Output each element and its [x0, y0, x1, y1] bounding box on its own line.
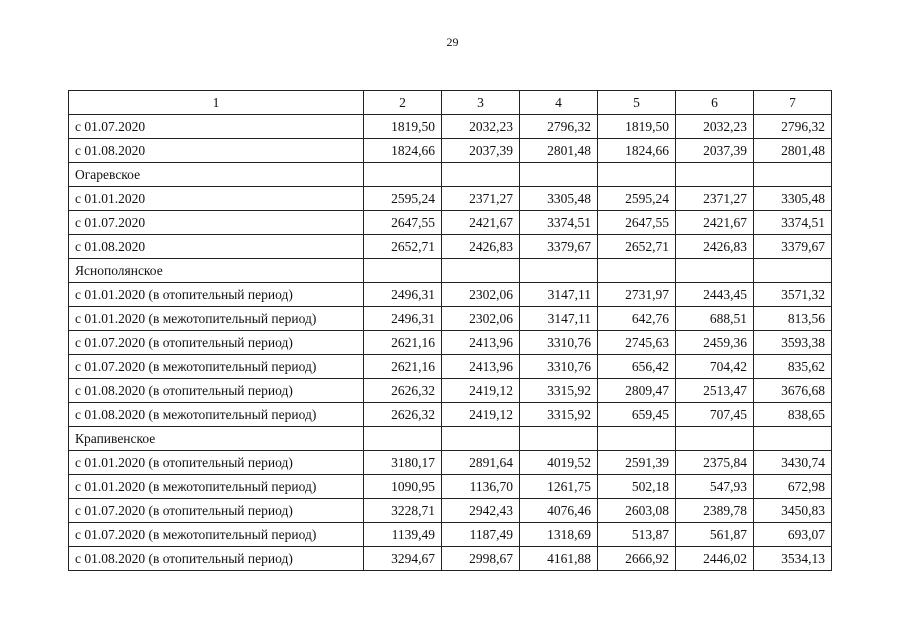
table-row: [69, 523, 832, 547]
table-row: [69, 547, 832, 571]
value-cell: [676, 427, 754, 451]
value-cell: 2032,23: [442, 115, 520, 139]
value-cell: [364, 259, 442, 283]
value-cell: [754, 163, 832, 187]
value-cell: 3310,76: [520, 355, 598, 379]
value-cell: 4076,46: [520, 499, 598, 523]
table-row: [69, 187, 832, 211]
value-cell: 659,45: [598, 403, 676, 427]
value-cell: [598, 427, 676, 451]
row-label-cell: с 01.07.2020 (в отопительный период): [69, 499, 364, 523]
row-label-cell: с 01.01.2020: [69, 187, 364, 211]
row-label-cell: с 01.01.2020 (в межотопительный период): [69, 475, 364, 499]
value-cell: 2801,48: [520, 139, 598, 163]
row-label-cell: с 01.07.2020: [69, 211, 364, 235]
value-cell: 3310,76: [520, 331, 598, 355]
value-cell: 513,87: [598, 523, 676, 547]
table-row: [69, 355, 832, 379]
page-number: 29: [446, 35, 459, 49]
row-label-cell: Яснополянское: [69, 259, 364, 283]
row-label-cell: Огаревское: [69, 163, 364, 187]
value-cell: 3147,11: [520, 283, 598, 307]
row-label-cell: с 01.01.2020 (в отопительный период): [69, 283, 364, 307]
row-label-cell: с 01.08.2020 (в межотопительный период): [69, 403, 364, 427]
value-cell: 2389,78: [676, 499, 754, 523]
value-cell: 2413,96: [442, 355, 520, 379]
value-cell: 2459,36: [676, 331, 754, 355]
row-label-cell: Крапивенское: [69, 427, 364, 451]
value-cell: 3534,13: [754, 547, 832, 571]
table-row: [69, 403, 832, 427]
value-cell: 2591,39: [598, 451, 676, 475]
value-cell: 2603,08: [598, 499, 676, 523]
header-cell: 5: [598, 91, 676, 115]
value-cell: 3450,83: [754, 499, 832, 523]
value-cell: [676, 163, 754, 187]
value-cell: 2796,32: [520, 115, 598, 139]
header-cell: 1: [69, 91, 364, 115]
row-label-cell: с 01.08.2020: [69, 235, 364, 259]
value-cell: 2731,97: [598, 283, 676, 307]
value-cell: 2626,32: [364, 403, 442, 427]
value-cell: 1824,66: [598, 139, 676, 163]
value-cell: 2998,67: [442, 547, 520, 571]
value-cell: 3305,48: [754, 187, 832, 211]
row-label-cell: с 01.08.2020 (в отопительный период): [69, 547, 364, 571]
table-header-row: [69, 91, 832, 115]
value-cell: 688,51: [676, 307, 754, 331]
value-cell: 4019,52: [520, 451, 598, 475]
value-cell: 2891,64: [442, 451, 520, 475]
table-row: [69, 331, 832, 355]
value-cell: [520, 259, 598, 283]
value-cell: [520, 163, 598, 187]
header-cell: 2: [364, 91, 442, 115]
value-cell: 3315,92: [520, 379, 598, 403]
value-cell: 3315,92: [520, 403, 598, 427]
value-cell: 1819,50: [364, 115, 442, 139]
value-cell: 4161,88: [520, 547, 598, 571]
table-row: [69, 499, 832, 523]
value-cell: [442, 259, 520, 283]
value-cell: 1824,66: [364, 139, 442, 163]
header-cell: 7: [754, 91, 832, 115]
value-cell: 3228,71: [364, 499, 442, 523]
value-cell: 835,62: [754, 355, 832, 379]
value-cell: [364, 163, 442, 187]
value-cell: 2621,16: [364, 331, 442, 355]
row-label-cell: с 01.07.2020 (в межотопительный период): [69, 523, 364, 547]
value-cell: 2796,32: [754, 115, 832, 139]
value-cell: 3147,11: [520, 307, 598, 331]
value-cell: 3374,51: [754, 211, 832, 235]
row-label-cell: с 01.07.2020 (в отопительный период): [69, 331, 364, 355]
value-cell: 2037,39: [676, 139, 754, 163]
value-cell: 3294,67: [364, 547, 442, 571]
table-row: [69, 475, 832, 499]
table-row: [69, 451, 832, 475]
table-row: [69, 259, 832, 283]
value-cell: 3180,17: [364, 451, 442, 475]
value-cell: 1136,70: [442, 475, 520, 499]
value-cell: 2302,06: [442, 307, 520, 331]
row-label-cell: с 01.07.2020: [69, 115, 364, 139]
value-cell: 1261,75: [520, 475, 598, 499]
table-row: [69, 235, 832, 259]
value-cell: 2426,83: [676, 235, 754, 259]
value-cell: 3676,68: [754, 379, 832, 403]
value-cell: 2032,23: [676, 115, 754, 139]
table-row: [69, 115, 832, 139]
row-label-cell: с 01.07.2020 (в межотопительный период): [69, 355, 364, 379]
header-cell: 4: [520, 91, 598, 115]
table-row: [69, 307, 832, 331]
table-row: [69, 163, 832, 187]
value-cell: 1318,69: [520, 523, 598, 547]
value-cell: 547,93: [676, 475, 754, 499]
value-cell: 2647,55: [364, 211, 442, 235]
value-cell: 2801,48: [754, 139, 832, 163]
value-cell: 2496,31: [364, 307, 442, 331]
value-cell: 1090,95: [364, 475, 442, 499]
value-cell: [676, 259, 754, 283]
value-cell: 2375,84: [676, 451, 754, 475]
value-cell: 656,42: [598, 355, 676, 379]
value-cell: 2626,32: [364, 379, 442, 403]
row-label-cell: с 01.01.2020 (в отопительный период): [69, 451, 364, 475]
value-cell: 3571,32: [754, 283, 832, 307]
value-cell: 2652,71: [598, 235, 676, 259]
value-cell: 3430,74: [754, 451, 832, 475]
value-cell: 672,98: [754, 475, 832, 499]
table-row: [69, 139, 832, 163]
value-cell: 2426,83: [442, 235, 520, 259]
value-cell: 561,87: [676, 523, 754, 547]
value-cell: 2666,92: [598, 547, 676, 571]
value-cell: [598, 163, 676, 187]
value-cell: 3379,67: [520, 235, 598, 259]
value-cell: 2421,67: [676, 211, 754, 235]
header-cell: 3: [442, 91, 520, 115]
header-cell: 6: [676, 91, 754, 115]
table-row: [69, 379, 832, 403]
value-cell: [442, 163, 520, 187]
value-cell: [442, 427, 520, 451]
value-cell: 707,45: [676, 403, 754, 427]
value-cell: 2652,71: [364, 235, 442, 259]
table-row: [69, 427, 832, 451]
value-cell: 2745,63: [598, 331, 676, 355]
value-cell: 2443,45: [676, 283, 754, 307]
value-cell: 2809,47: [598, 379, 676, 403]
value-cell: 2647,55: [598, 211, 676, 235]
value-cell: [754, 427, 832, 451]
value-cell: 2413,96: [442, 331, 520, 355]
value-cell: 3305,48: [520, 187, 598, 211]
value-cell: 2419,12: [442, 379, 520, 403]
value-cell: 3379,67: [754, 235, 832, 259]
value-cell: 2595,24: [364, 187, 442, 211]
value-cell: 2419,12: [442, 403, 520, 427]
value-cell: 1819,50: [598, 115, 676, 139]
value-cell: 704,42: [676, 355, 754, 379]
row-label-cell: с 01.08.2020: [69, 139, 364, 163]
table-row: [69, 283, 832, 307]
row-label-cell: с 01.08.2020 (в отопительный период): [69, 379, 364, 403]
value-cell: 502,18: [598, 475, 676, 499]
value-cell: 3374,51: [520, 211, 598, 235]
table-row: [69, 211, 832, 235]
value-cell: 838,65: [754, 403, 832, 427]
value-cell: 2446,02: [676, 547, 754, 571]
value-cell: [754, 259, 832, 283]
value-cell: 2942,43: [442, 499, 520, 523]
value-cell: 2302,06: [442, 283, 520, 307]
value-cell: 693,07: [754, 523, 832, 547]
value-cell: [598, 259, 676, 283]
value-cell: 642,76: [598, 307, 676, 331]
row-label-cell: с 01.01.2020 (в межотопительный период): [69, 307, 364, 331]
value-cell: 813,56: [754, 307, 832, 331]
value-cell: 2371,27: [676, 187, 754, 211]
value-cell: 2371,27: [442, 187, 520, 211]
value-cell: 2513,47: [676, 379, 754, 403]
value-cell: 2496,31: [364, 283, 442, 307]
tariff-table: [68, 90, 832, 571]
value-cell: 2421,67: [442, 211, 520, 235]
value-cell: 2037,39: [442, 139, 520, 163]
value-cell: 3593,38: [754, 331, 832, 355]
value-cell: 1139,49: [364, 523, 442, 547]
value-cell: 1187,49: [442, 523, 520, 547]
value-cell: [364, 427, 442, 451]
value-cell: 2595,24: [598, 187, 676, 211]
value-cell: [520, 427, 598, 451]
value-cell: 2621,16: [364, 355, 442, 379]
